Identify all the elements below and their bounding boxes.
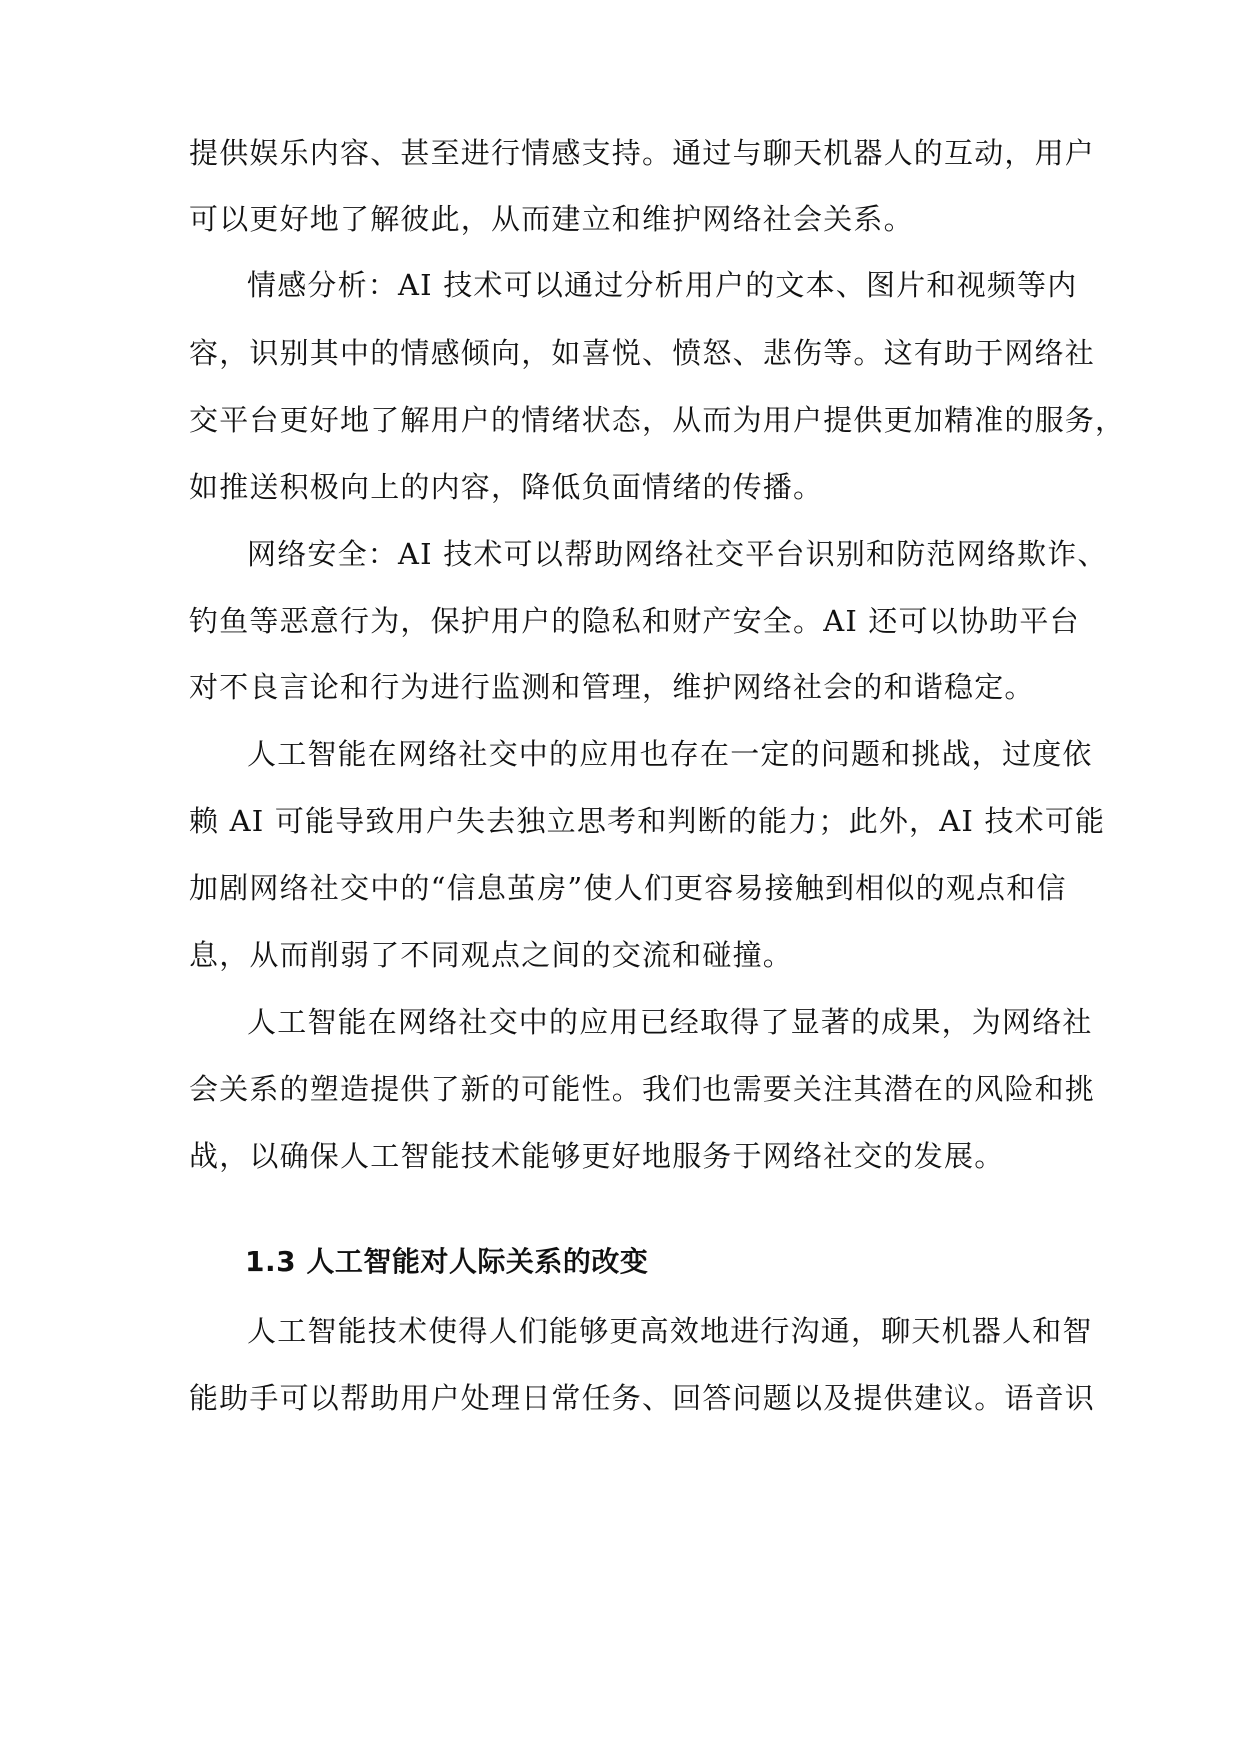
text-line: 息，从而削弱了不同观点之间的交流和碰撞。 bbox=[189, 938, 794, 972]
paragraph-first-line: 人工智能在网络社交中的应用已经取得了显著的成果，为网络社 bbox=[247, 1005, 1093, 1039]
text-line: 对不良言论和行为进行监测和管理，维护网络社会的和谐稳定。 bbox=[189, 670, 1035, 704]
text-line: 交平台更好地了解用户的情绪状态，从而为用户提供更加精准的服务， bbox=[189, 403, 1126, 437]
text-line: 会关系的塑造提供了新的可能性。我们也需要关注其潜在的风险和挑 bbox=[189, 1072, 1096, 1106]
paragraph-first-line: 人工智能技术使得人们能够更高效地进行沟通，聊天机器人和智 bbox=[247, 1314, 1093, 1348]
text-line: 能助手可以帮助用户处理日常任务、回答问题以及提供建议。语音识 bbox=[189, 1381, 1096, 1415]
text-line: 可以更好地了解彼此，从而建立和维护网络社会关系。 bbox=[189, 202, 914, 236]
text-line: 赖 AI 可能导致用户失去独立思考和判断的能力；此外，AI 技术可能 bbox=[189, 804, 1106, 838]
text-line: 提供娱乐内容、甚至进行情感支持。通过与聊天机器人的互动，用户 bbox=[189, 136, 1096, 170]
paragraph-first-line: 人工智能在网络社交中的应用也存在一定的问题和挑战，过度依 bbox=[247, 737, 1093, 771]
text-line: 容，识别其中的情感倾向，如喜悦、愤怒、悲伤等。这有助于网络社 bbox=[189, 336, 1096, 370]
paragraph-first-line: 网络安全：AI 技术可以帮助网络社交平台识别和防范网络欺诈、 bbox=[247, 537, 1108, 571]
text-line: 加剧网络社交中的“信息茧房”使人们更容易接触到相似的观点和信 bbox=[189, 871, 1067, 905]
text-line: 战，以确保人工智能技术能够更好地服务于网络社交的发展。 bbox=[189, 1139, 1005, 1173]
paragraph-first-line: 情感分析：AI 技术可以通过分析用户的文本、图片和视频等内 bbox=[247, 268, 1078, 302]
text-line: 钓鱼等恶意行为，保护用户的隐私和财产安全。AI 还可以协助平台 bbox=[189, 604, 1080, 638]
text-line: 如推送积极向上的内容，降低负面情绪的传播。 bbox=[189, 470, 824, 504]
section-heading: 1.3 人工智能对人际关系的改变 bbox=[245, 1245, 649, 1278]
